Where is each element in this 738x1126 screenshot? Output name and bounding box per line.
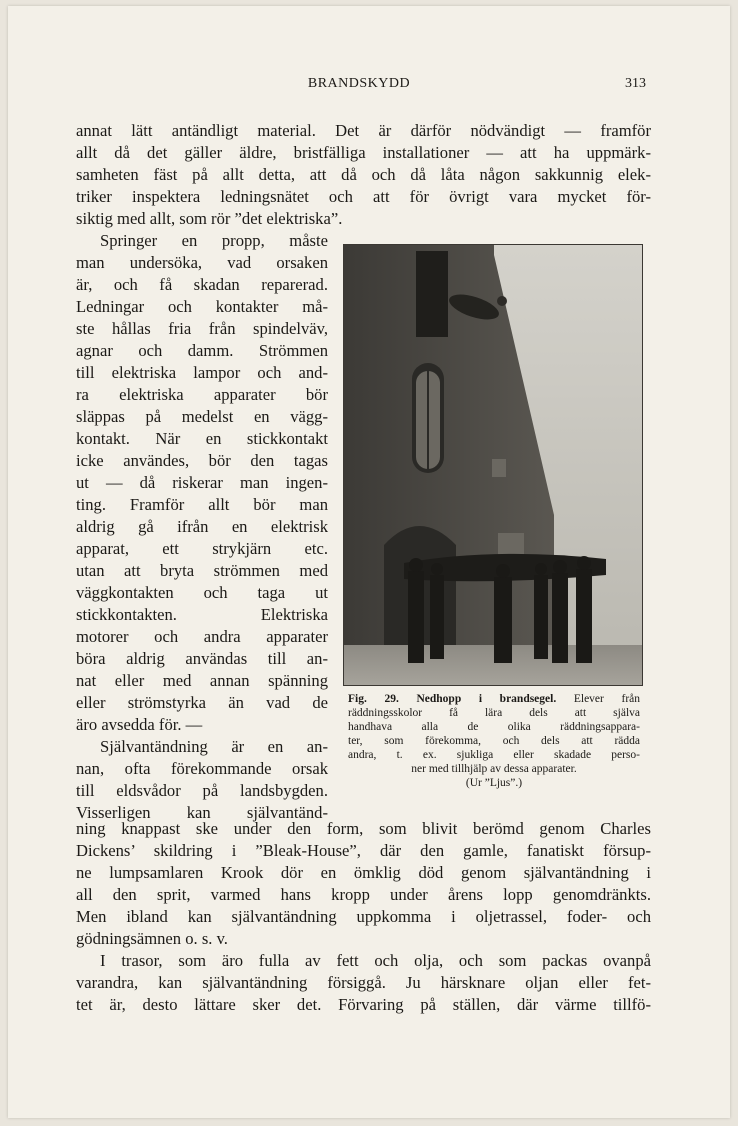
left-column-text bbox=[76, 230, 328, 824]
intro-paragraph bbox=[76, 120, 651, 230]
caption-line: räddningsskolor få lära dels att själva bbox=[348, 707, 640, 719]
text-line: stickkontakten. Elektriska bbox=[76, 605, 328, 624]
page-header bbox=[78, 76, 646, 98]
text-line: till eldsvådor på landsbygden. bbox=[76, 781, 328, 800]
running-title: BRANDSKYDD bbox=[307, 76, 411, 91]
figure-photo bbox=[343, 244, 643, 686]
text-line: eller strömstyrka än vad de bbox=[76, 693, 328, 712]
text-line: väggkontakten och taga ut bbox=[76, 583, 328, 602]
text-line: ne lumpsamlaren Krook dör en ömklig död genom självantändning i bbox=[76, 863, 651, 882]
text-line: böra aldrig användas till an- bbox=[76, 649, 328, 668]
text-line: siktig med allt, som rör ”det elektriska”. bbox=[76, 209, 343, 228]
text-line: Självantändning är en an- bbox=[100, 737, 328, 756]
page-number: 313 bbox=[625, 76, 646, 91]
text-line: all den sprit, varmed hans kropp under årens lopp genomdränkts. bbox=[76, 885, 651, 904]
text-line: ting. Framför allt bör man bbox=[76, 495, 328, 514]
text-line: äro avsedda för. — bbox=[76, 715, 203, 734]
text-line: I trasor, som äro fulla av fett och olja, och som packas ovanpå bbox=[100, 951, 651, 970]
caption-line: ter, som förekomma, och dels att rädda bbox=[348, 735, 640, 747]
text-line: allt då det gäller äldre, bristfälliga installationer — att ha uppmärk- bbox=[76, 143, 651, 162]
text-line: samheten fäst på allt detta, att då och då låta någon sakkunnig elek- bbox=[76, 165, 651, 184]
text-line: ning knappast ske under den form, som blivit berömd genom Charles bbox=[76, 819, 651, 838]
figure-label: Fig. 29. Nedhopp i brandsegel. bbox=[348, 693, 557, 705]
caption-line: ner med tillhjälp av dessa apparater. bbox=[411, 763, 577, 775]
text-line: ste hållas fria från spindelväv, bbox=[76, 319, 328, 338]
text-line: triker inspektera ledningsnätet och att för övrigt vara mycket för- bbox=[76, 187, 651, 206]
text-line: annat lätt antändligt material. Det är därför nödvändigt — framför bbox=[76, 121, 651, 140]
text-line: varandra, kan självantändning försiggå. Ju härsknare oljan eller fet- bbox=[76, 973, 651, 992]
caption-line: andra, t. ex. sjukliga eller skadade perso- bbox=[348, 749, 640, 761]
text-line: Visserligen kan självantänd- bbox=[76, 803, 328, 822]
text-line: gödningsämnen o. s. v. bbox=[76, 929, 228, 948]
text-line: nat eller med annan spänning bbox=[76, 671, 328, 690]
text-line: till elektriska lampor och and- bbox=[76, 363, 328, 382]
book-page bbox=[8, 6, 730, 1118]
figure-caption bbox=[348, 692, 640, 790]
text-line: Men ibland kan självantändning uppkomma i oljetrassel, foder- och bbox=[76, 907, 651, 926]
text-line: tet är, desto lättare sker det. Förvaring på ställen, där värme tillfö- bbox=[76, 995, 651, 1014]
text-line: släppas på medelst en vägg- bbox=[76, 407, 328, 426]
text-line: icke användes, bör den tagas bbox=[76, 451, 328, 470]
text-line: Dickens’ skildring i ”Bleak-House”, där den gamle, fanatiskt försup- bbox=[76, 841, 651, 860]
text-line: man undersöka, vad orsaken bbox=[76, 253, 328, 272]
text-line: Ledningar och kontakter må- bbox=[76, 297, 328, 316]
caption-source: (Ur ”Ljus”.) bbox=[465, 777, 523, 789]
caption-line: handhava alla de olika räddningsappara- bbox=[348, 721, 640, 733]
closing-paragraphs bbox=[76, 818, 651, 1016]
text-line: ra elektriska apparater bör bbox=[76, 385, 328, 404]
text-line: kontakt. När en stickkontakt bbox=[76, 429, 328, 448]
text-line: apparat, ett strykjärn etc. bbox=[76, 539, 328, 558]
text-line: Springer en propp, måste bbox=[100, 231, 328, 250]
fire-net-jump-photo bbox=[344, 245, 642, 685]
text-line: aldrig gå ifrån en elektrisk bbox=[76, 517, 328, 536]
text-line: motorer och andra apparater bbox=[76, 627, 328, 646]
caption-line bbox=[348, 692, 640, 706]
text-line: nan, ofta förekommande orsak bbox=[76, 759, 328, 778]
text-line: ut — då riskerar man ingen- bbox=[76, 473, 328, 492]
text-line: agnar och damm. Strömmen bbox=[76, 341, 328, 360]
text-line: utan att bryta strömmen med bbox=[76, 561, 328, 580]
text-line: är, och få skadan reparerad. bbox=[76, 275, 328, 294]
caption-text: Elever från bbox=[573, 693, 641, 705]
